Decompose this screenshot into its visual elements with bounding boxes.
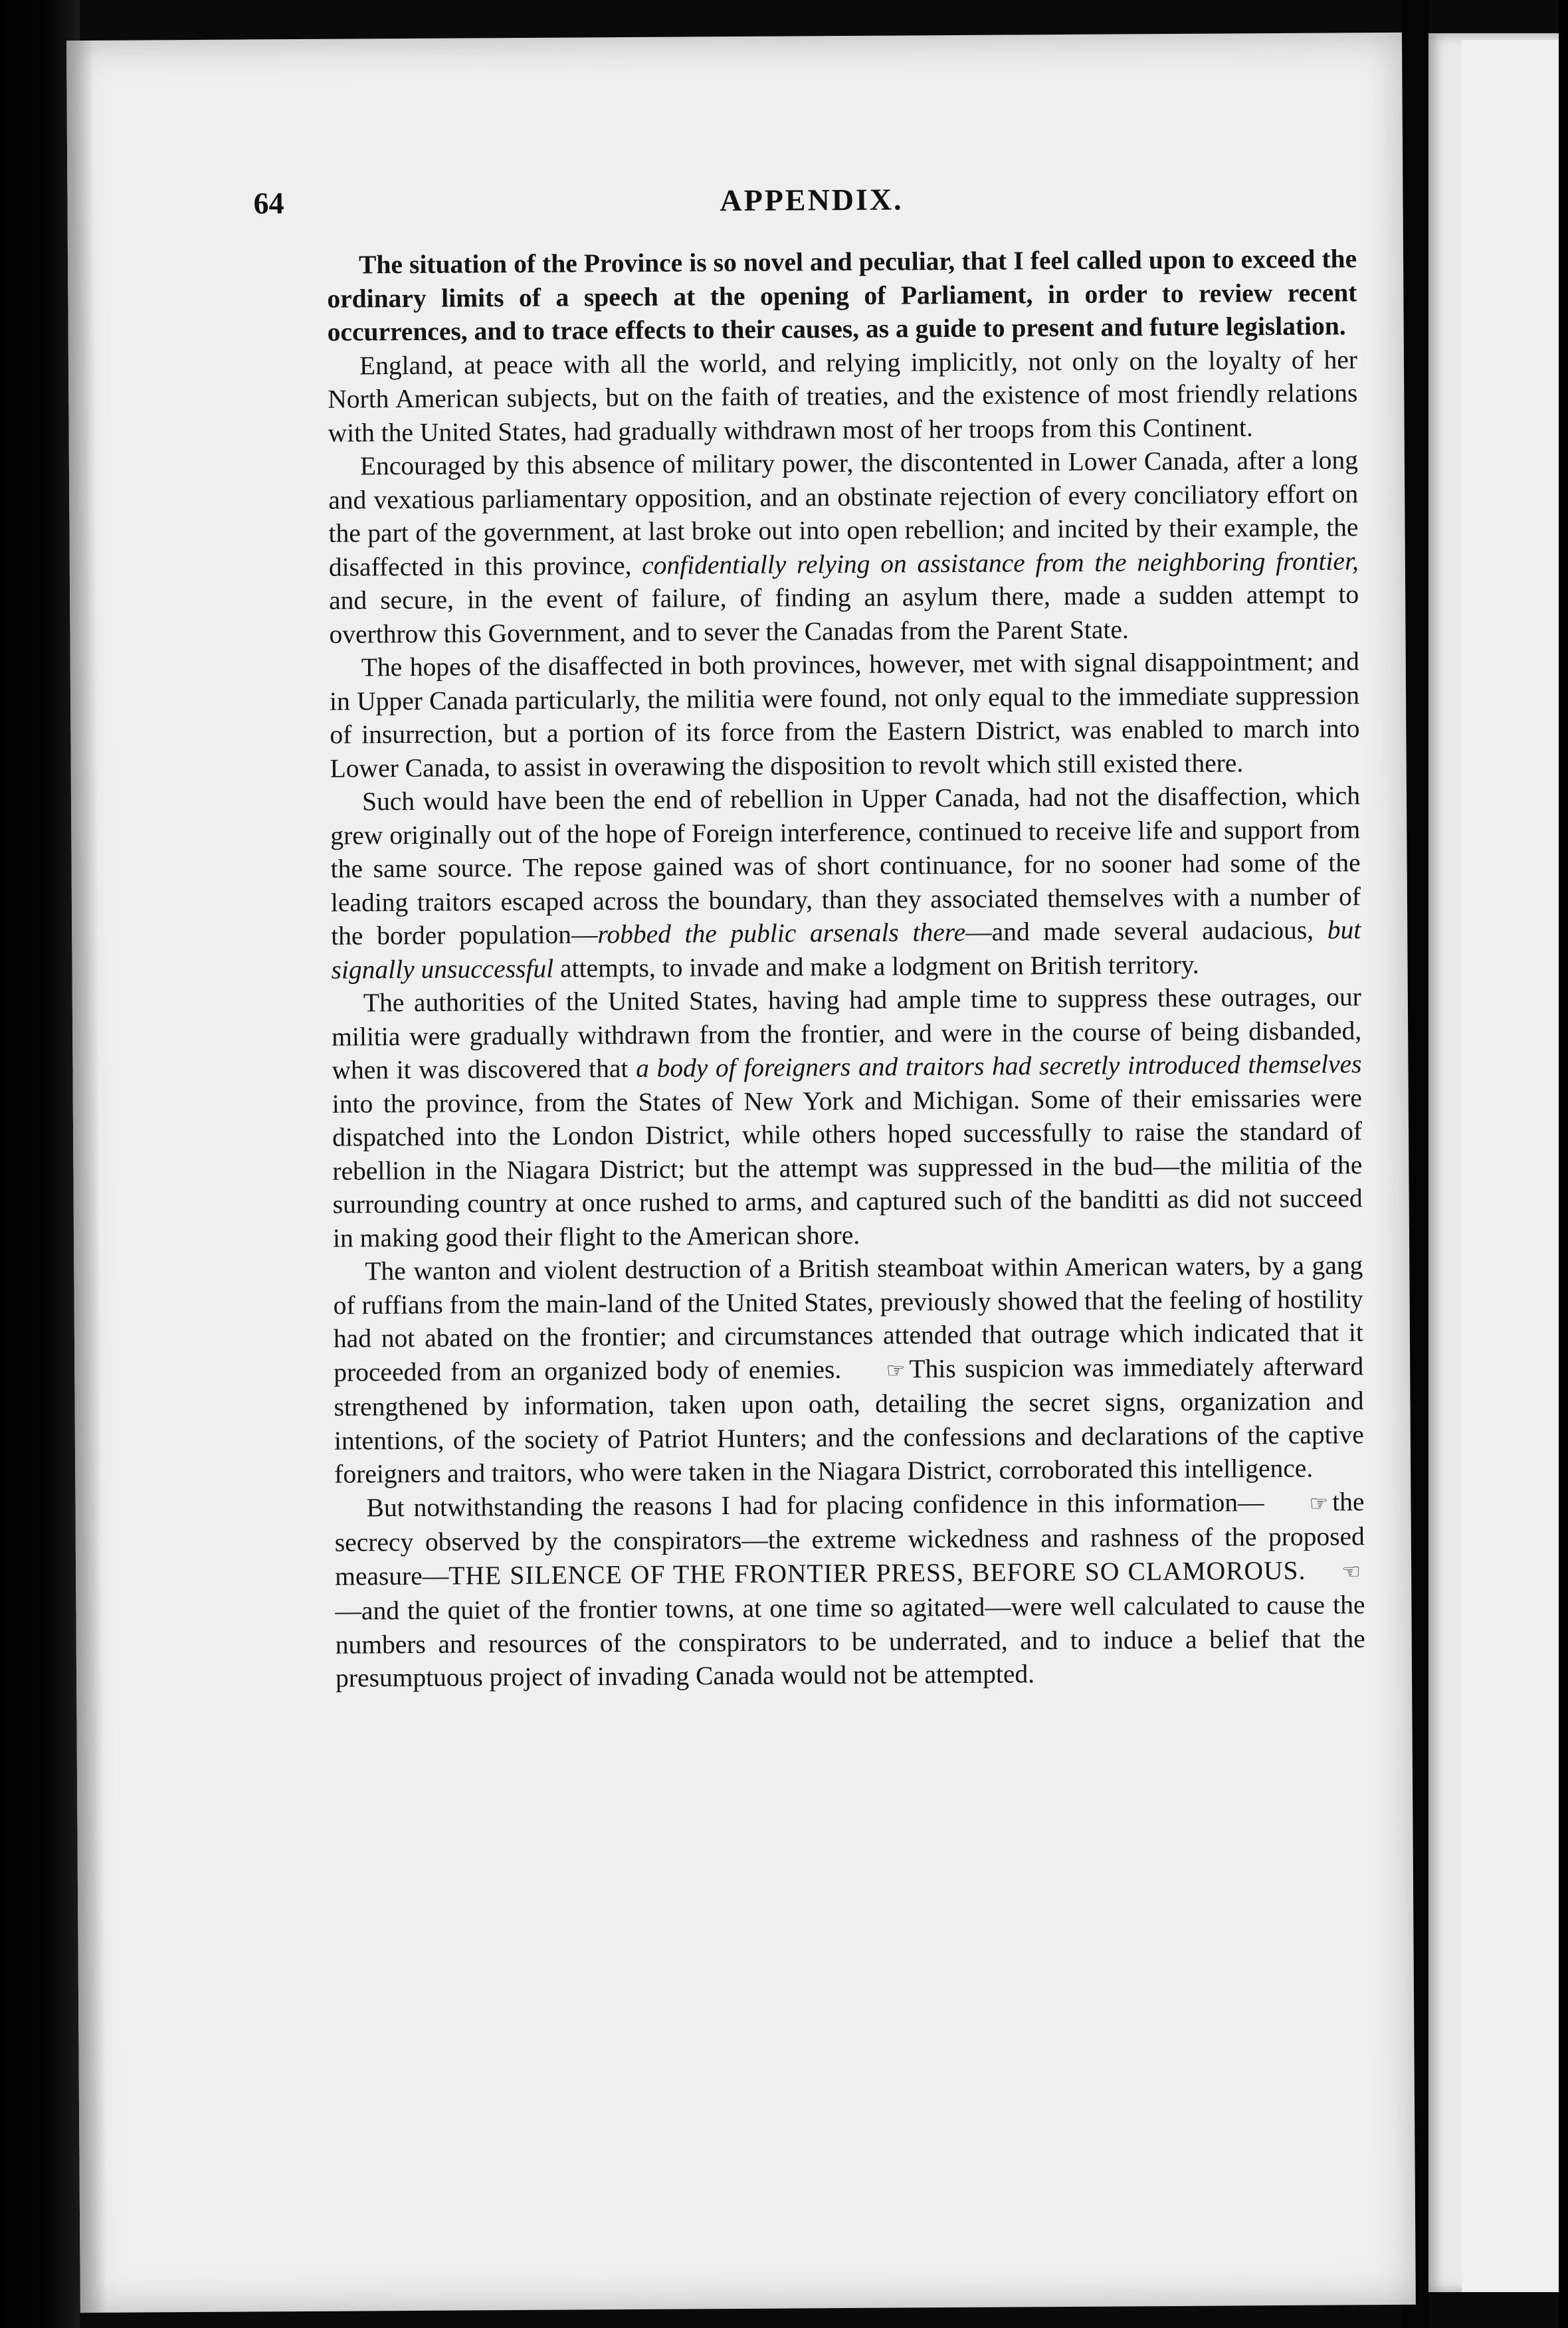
paragraph-3-italic: confidentially relying on assistance from the neighboring frontier, (642, 545, 1359, 580)
book-page (66, 33, 1416, 2313)
paragraph-8-text-b: the secrecy observed by the conspirators—the extreme wickedness and rashness of the proposed measure— (334, 1486, 1365, 1591)
paragraph-4: The hopes of the disaffected in both provinces, however, met with signal disappointment; and in Upper Canada particularly, the militia were found, not only equal to the immediate suppression of insurrection, but a portion of its force from the Eastern District, was enabled to march into Lower Canada, to assist in overawing the disposition to revolt which still existed there. (329, 646, 1360, 783)
pointing-hand-icon: ☞ (886, 1357, 906, 1383)
paragraph-6-text-a: The authorities of the United States, having had ample time to suppress these outrages, our militia were gradually withdrawn from the frontier, and were in the course of being disbanded, when it was discovered that (332, 982, 1362, 1085)
page-number: 64 (253, 186, 284, 221)
page-header (253, 179, 1369, 232)
paragraph-7-text-b: This suspicion was immediately afterward strengthened by information, taken upon oath, detailing the secret signs, organization and intentions, of the society of Patriot Hunters; and the confessions and declarations of the captive foreigners and traitors, who were taken in the Niagara District, corroborated this intelligence. (334, 1351, 1365, 1489)
paragraph-1: The situation of the Province is so novel and peculiar, that I feel called upon to exceed the ordinary limits of a speech at the opening of Parliament, in order to review recent occurrences, and to trace effects to their causes, as a guide to present and future legislation. (327, 244, 1357, 347)
paragraph-7 (333, 1248, 1364, 1491)
body-text (327, 242, 1365, 1695)
paragraph-8-caps: THE SILENCE OF THE FRONTIER PRESS, BEFORE SO CLAMOROUS. (448, 1555, 1306, 1591)
running-head: APPENDIX. (720, 182, 904, 218)
paragraph-5-text-c: attempts, to invade and make a lodgment on British territory. (559, 949, 1199, 983)
paragraph-3-text-b: and secure, in the event of failure, of finding an asylum there, made a sudden attempt to overthrow this Government, and to sever the Canadas from the Parent State. (329, 579, 1359, 649)
paragraph-5 (330, 779, 1361, 986)
paragraph-5-text-a: Such would have been the end of rebellion in Upper Canada, had not the disaffection, which grew originally out of the hope of Foreign interference, continued to receive life and support from the same source. The repose gained was of short continuance, for no sooner had some of the leading traitors escaped across the boundary, than they associated themselves with a number of the border population— (330, 781, 1361, 951)
paragraph-6-text-b: into the province, from the States of New York and Michigan. Some of their emissaries were dispatched into the London District, while others hoped successfully to raise the standard of rebellion in the Niagara District; but the attempt was suppressed in the bud—the militia of the surrounding country at once rushed to arms, and captured such of the banditti as did not succeed in making good their flight to the American shore. (332, 1082, 1363, 1253)
paragraph-8-text-c: —and the quiet of the frontier towns, at one time so agitated—were well calculated to cause the numbers and resources of the conspirators to be underrated, and to induce a belief that the presumptuous project of invading Canada would not be attempted. (335, 1590, 1365, 1693)
paragraph-2: England, at peace with all the world, and relying implicitly, not only on the loyalty of her North American subjects, but on the faith of treaties, and the existence of most friendly relations with the United States, had gradually withdrawn most of her troops from this Continent. (328, 344, 1358, 448)
paragraph-6 (332, 980, 1363, 1254)
pointing-hand-icon: ☞ (1309, 1491, 1329, 1515)
paragraph-3 (328, 443, 1359, 650)
paragraph-5-text-b: —and made several audacious, (965, 915, 1314, 947)
paragraph-3-text-a: Encouraged by this absence of military power, the discontented in Lower Canada, after a long and vexatious parliamentary opposition, and an obstinate rejection of every conciliatory effort on the part of the government, at last broke out into open rebellion; and incited by their example, the disaffected in this province, (328, 445, 1359, 582)
paragraph-5-italic-2: but signally unsuccessful (331, 915, 1361, 985)
paragraph-8-text-a: But notwithstanding the reasons I had for placing confidence in this information— (366, 1487, 1264, 1522)
paragraph-7-text-a: The wanton and violent destruction of a British steamboat within American waters, by a gang of ruffians from the main-land of the United States, previously showed that the feeling of hostility had not abated on the frontier; and circumstances attended that outrage which indicated that it proceeded from an organized body of enemies. (333, 1250, 1364, 1387)
paragraph-6-italic: a body of foreigners and traitors had secretly introduced themselves (635, 1049, 1362, 1083)
pointing-hand-left-icon: ☜ (1341, 1559, 1361, 1583)
paragraph-8 (334, 1485, 1365, 1695)
right-edge (1559, 0, 1568, 2328)
paragraph-5-italic-1: robbed the public arsenals there (597, 917, 966, 949)
facing-page-ghost (1462, 40, 1568, 2292)
